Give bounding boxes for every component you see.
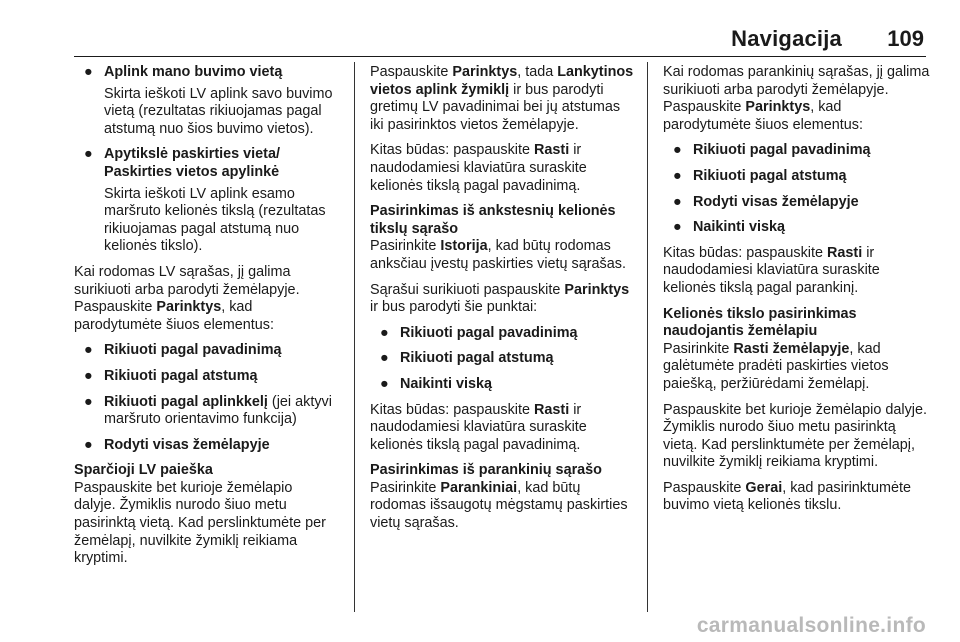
option-item: ● Rikiuoti pagal aplinkkelį (jei aktyvi maršruto orientavimo funkcija) [84,393,332,428]
bullet-icon: ● [673,219,682,236]
section: Sparčioji LV paieška Paspauskite bet kurioje žemėlapio dalyje. Žymiklis nurodo šiuo metu pasirinktą vietą. Kad perslinktumėte per žemėlapį, nuvilkite žymiklį reikiama kryptimi. [74,462,336,568]
section: Pasirinkimas iš ankstesnių kelionės tikslų sąrašo Pasirinkite Istorija, kad būtų rodomas anksčiau įvestų paskirties vietų sąrašas. [370,203,634,273]
option-item: ● Naikinti viską [380,375,492,392]
section-heading: Sparčioji LV paieška [74,462,213,479]
column-divider-right [647,62,648,612]
option-item: ● Rikiuoti pagal atstumą [84,367,258,384]
paragraph: Paspauskite Gerai, kad pasirinktumėte buvimo vietą kelionės tikslu. [663,479,911,514]
header-rule [74,56,926,57]
option-item: ● Rikiuoti pagal atstumą [673,167,847,184]
section-heading: Pasirinkimas iš ankstesnių kelionės tikslų sąrašo [370,203,616,237]
paragraph: Paspauskite bet kurioje žemėlapio dalyje. Žymiklis nurodo šiuo metu pasirinktą vietą. Kad perslinktumėte per žemėlapį, nuvilkite žymiklį reikiama kryptimi. [663,401,927,471]
bullet-icon: ● [380,324,389,341]
paragraph: Sąrašui surikiuoti paspauskite Parinktys ir bus parodyti šie punktai: [370,281,630,316]
paragraph: Kitas būdas: paspauskite Rasti ir naudodamiesi klaviatūra suraskite kelionės tikslą pagal parankinį. [663,244,880,296]
paragraph: Kai rodomas parankinių sąrašas, jį galima surikiuoti arba parodyti žemėlapyje. Paspauskite Parinktys, kad parodytumėte šiuos elementus: [663,64,930,133]
option-item: ● Rikiuoti pagal pavadinimą [673,142,871,159]
item-title: Apytikslė paskirties vieta/ Paskirties vietos apylinkė [104,146,280,180]
paragraph: Paspauskite Parinktys, tada Lankytinos vietos aplink žymiklį ir bus parodyti gretimų LV pavadinimai bei jų atstumas iki pasirinktos vietos žemėlapyje. [370,64,634,133]
bullet-icon: ● [673,193,682,210]
list-item [74,146,336,256]
column-divider-left [354,62,355,612]
column-3 [663,64,933,523]
column-2 [370,64,634,541]
item-description: Skirta ieškoti LV aplink esamo maršruto kelionės tikslą (rezultatas rikiuojamas pagal atstumą nuo kelionės tikslo). [104,185,326,255]
option-item: ● Rodyti visas žemėlapyje [84,436,270,453]
section: Kelionės tikslo pasirinkimas naudojantis žemėlapiu Pasirinkite Rasti žemėlapyje, kad galėtumėte pradėti paskirties vietos paiešką, peržiūrėdami žemėlapį. [663,306,933,394]
section: Pasirinkimas iš parankinių sąrašo Pasirinkite Parankiniai, kad būtų rodomas išsaugotų mėgstamų paskirties vietų sąrašas. [370,462,634,532]
item-title: Aplink mano buvimo vietą [104,64,283,80]
list-item [74,64,336,138]
option-item: ● Naikinti viską [673,219,785,236]
option-item: ● Rodyti visas žemėlapyje [673,193,859,210]
bullet-icon: ● [84,436,93,453]
section-heading: Kelionės tikslo pasirinkimas naudojantis žemėlapiu [663,305,857,340]
page-header [0,0,960,56]
paragraph: Kai rodomas LV sąrašas, jį galima surikiuoti arba parodyti žemėlapyje. Paspauskite Parinktys, kad parodytumėte šiuos elementus: [74,263,300,333]
option-item: ● Rikiuoti pagal pavadinimą [380,324,578,341]
item-description: Skirta ieškoti LV aplink savo buvimo vietą (rezultatas rikiuojamas pagal atstumą nuo šios buvimo vietos). [104,85,333,137]
bullet-icon: ● [84,64,93,80]
bullet-icon: ● [673,142,682,159]
page-number: 109 [887,26,924,51]
section-title: Navigacija [731,26,842,51]
bullet-icon: ● [380,350,389,367]
column-1 [74,64,336,576]
paragraph: Kitas būdas: paspauskite Rasti ir naudodamiesi klaviatūra suraskite kelionės tikslą pagal pavadinimą. [370,142,587,194]
option-item: ● Rikiuoti pagal atstumą [380,350,554,367]
bullet-icon: ● [84,146,93,163]
bullet-icon: ● [380,375,389,392]
bullet-icon: ● [84,367,93,384]
section-heading: Pasirinkimas iš parankinių sąrašo [370,462,602,479]
bullet-icon: ● [673,167,682,184]
paragraph: Kitas būdas: paspauskite Rasti ir naudodamiesi klaviatūra suraskite kelionės tikslą pagal pavadinimą. [370,401,587,453]
bullet-icon: ● [84,342,93,359]
bullet-icon: ● [84,393,93,410]
watermark-text: carmanualsonline.info [696,614,926,637]
option-item: ● Rikiuoti pagal pavadinimą [84,342,282,359]
